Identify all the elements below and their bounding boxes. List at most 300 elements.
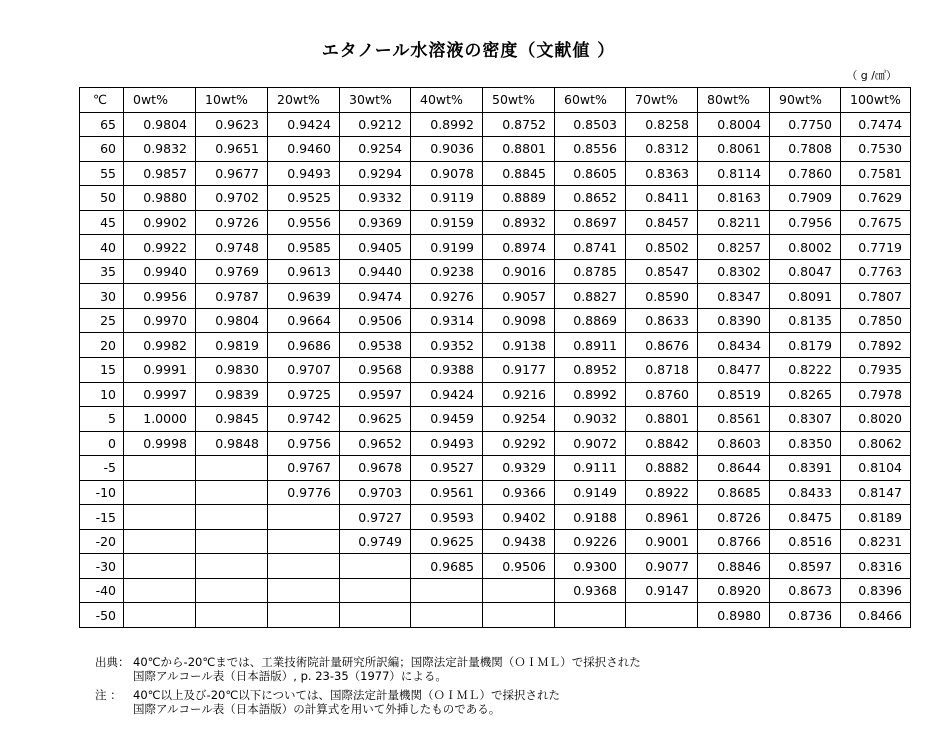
density-cell: 0.9001 bbox=[626, 529, 698, 554]
density-cell bbox=[340, 578, 411, 603]
concentration-column-header: 100wt% bbox=[841, 88, 911, 113]
density-cell: 0.9585 bbox=[268, 235, 340, 260]
density-cell: 0.9998 bbox=[124, 431, 196, 456]
density-cell: 0.8842 bbox=[626, 431, 698, 456]
density-cell: 0.8475 bbox=[770, 505, 841, 530]
density-cell: 0.9832 bbox=[124, 137, 196, 162]
table-row bbox=[80, 137, 911, 162]
density-cell: 0.9119 bbox=[411, 186, 483, 211]
density-cell: 0.9459 bbox=[411, 407, 483, 432]
density-cell: 0.9804 bbox=[124, 112, 196, 137]
density-cell: 0.7860 bbox=[770, 161, 841, 186]
density-cell bbox=[196, 529, 268, 554]
density-cell bbox=[196, 603, 268, 628]
density-cell: 0.8147 bbox=[841, 480, 911, 505]
density-cell: 0.9625 bbox=[340, 407, 411, 432]
note-line: 国際アルコール表（日本語版）, p. 23-35（1977）による。 bbox=[133, 669, 447, 683]
density-cell: 0.8561 bbox=[698, 407, 770, 432]
note-line: 国際アルコール表（日本語版）の計算式を用いて外挿したものである。 bbox=[133, 702, 501, 716]
note-label: 出典： bbox=[95, 655, 130, 669]
density-cell: 0.9016 bbox=[483, 259, 555, 284]
density-cell: 0.8257 bbox=[698, 235, 770, 260]
density-cell: 0.9756 bbox=[268, 431, 340, 456]
temperature-cell: 10 bbox=[80, 382, 124, 407]
density-cell: 0.8363 bbox=[626, 161, 698, 186]
density-cell: 0.9625 bbox=[411, 529, 483, 554]
density-cell: 0.7956 bbox=[770, 210, 841, 235]
density-cell: 0.9072 bbox=[555, 431, 626, 456]
density-cell: 0.8189 bbox=[841, 505, 911, 530]
density-cell: 0.9707 bbox=[268, 358, 340, 383]
page-title: エタノール水溶液の密度（文献値 ） bbox=[321, 41, 616, 61]
density-cell: 0.9424 bbox=[411, 382, 483, 407]
temperature-cell: -40 bbox=[80, 578, 124, 603]
temp-column-header: ℃ bbox=[80, 88, 124, 113]
density-cell bbox=[124, 578, 196, 603]
density-cell: 0.8827 bbox=[555, 284, 626, 309]
temperature-cell: 30 bbox=[80, 284, 124, 309]
temperature-cell: 25 bbox=[80, 308, 124, 333]
density-cell: 0.8020 bbox=[841, 407, 911, 432]
note-line: 40℃から-20℃までは、工業技術院計量研究所訳編；国際法定計量機関（ＯＩＭＬ）で採択された bbox=[133, 655, 641, 669]
density-cell bbox=[411, 578, 483, 603]
density-cell: 0.9613 bbox=[268, 259, 340, 284]
density-cell: 0.9819 bbox=[196, 333, 268, 358]
table-row bbox=[80, 358, 911, 383]
density-cell: 0.9678 bbox=[340, 456, 411, 481]
density-cell bbox=[483, 578, 555, 603]
density-cell: 0.8673 bbox=[770, 578, 841, 603]
table-row bbox=[80, 578, 911, 603]
density-cell: 0.9226 bbox=[555, 529, 626, 554]
density-cell: 0.8316 bbox=[841, 554, 911, 579]
density-cell: 0.8961 bbox=[626, 505, 698, 530]
density-cell: 0.9748 bbox=[196, 235, 268, 260]
density-cell: 0.9460 bbox=[268, 137, 340, 162]
density-cell: 0.8726 bbox=[698, 505, 770, 530]
density-cell: 0.7807 bbox=[841, 284, 911, 309]
density-cell: 0.8676 bbox=[626, 333, 698, 358]
density-cell: 0.9769 bbox=[196, 259, 268, 284]
density-cell: 0.9078 bbox=[411, 161, 483, 186]
density-cell: 0.9686 bbox=[268, 333, 340, 358]
density-cell: 0.9639 bbox=[268, 284, 340, 309]
density-cell: 0.8846 bbox=[698, 554, 770, 579]
density-cell: 0.8062 bbox=[841, 431, 911, 456]
density-cell: 0.7581 bbox=[841, 161, 911, 186]
temperature-cell: 65 bbox=[80, 112, 124, 137]
density-cell: 0.9474 bbox=[340, 284, 411, 309]
density-table bbox=[79, 87, 911, 628]
density-cell: 0.9677 bbox=[196, 161, 268, 186]
temperature-cell: -10 bbox=[80, 480, 124, 505]
density-cell: 0.9329 bbox=[483, 456, 555, 481]
density-cell: 0.7850 bbox=[841, 308, 911, 333]
density-cell: 0.9685 bbox=[411, 554, 483, 579]
density-cell bbox=[196, 578, 268, 603]
table-row bbox=[80, 505, 911, 530]
density-cell bbox=[268, 505, 340, 530]
density-cell bbox=[340, 603, 411, 628]
density-cell bbox=[124, 480, 196, 505]
density-cell: 0.9332 bbox=[340, 186, 411, 211]
density-cell: 0.8785 bbox=[555, 259, 626, 284]
density-cell: 0.9940 bbox=[124, 259, 196, 284]
density-cell bbox=[268, 554, 340, 579]
density-cell: 0.9366 bbox=[483, 480, 555, 505]
temperature-cell: 45 bbox=[80, 210, 124, 235]
notes bbox=[95, 655, 641, 721]
density-cell: 0.9804 bbox=[196, 308, 268, 333]
density-cell bbox=[268, 578, 340, 603]
density-cell: 0.8307 bbox=[770, 407, 841, 432]
density-cell: 0.9982 bbox=[124, 333, 196, 358]
density-cell: 0.9276 bbox=[411, 284, 483, 309]
density-cell bbox=[196, 505, 268, 530]
table-row bbox=[80, 333, 911, 358]
table-row bbox=[80, 259, 911, 284]
density-cell: 0.9352 bbox=[411, 333, 483, 358]
density-cell: 0.8502 bbox=[626, 235, 698, 260]
note-text bbox=[133, 688, 560, 716]
density-cell: 0.9848 bbox=[196, 431, 268, 456]
density-cell: 0.9199 bbox=[411, 235, 483, 260]
density-cell: 0.9839 bbox=[196, 382, 268, 407]
concentration-column-header: 40wt% bbox=[411, 88, 483, 113]
density-cell: 0.9997 bbox=[124, 382, 196, 407]
density-cell: 0.9216 bbox=[483, 382, 555, 407]
density-cell: 0.8697 bbox=[555, 210, 626, 235]
temperature-cell: -15 bbox=[80, 505, 124, 530]
density-cell: 0.8179 bbox=[770, 333, 841, 358]
density-cell bbox=[124, 603, 196, 628]
density-cell: 0.8312 bbox=[626, 137, 698, 162]
density-cell: 0.8980 bbox=[698, 603, 770, 628]
density-cell: 0.8091 bbox=[770, 284, 841, 309]
density-cell: 0.9098 bbox=[483, 308, 555, 333]
concentration-column-header: 90wt% bbox=[770, 88, 841, 113]
table-row bbox=[80, 456, 911, 481]
density-cell: 0.8004 bbox=[698, 112, 770, 137]
concentration-column-header: 30wt% bbox=[340, 88, 411, 113]
density-cell: 0.9402 bbox=[483, 505, 555, 530]
density-cell: 0.8350 bbox=[770, 431, 841, 456]
table-row bbox=[80, 112, 911, 137]
density-cell: 0.7719 bbox=[841, 235, 911, 260]
density-cell: 0.9956 bbox=[124, 284, 196, 309]
density-cell: 0.8396 bbox=[841, 578, 911, 603]
density-cell: 0.8302 bbox=[698, 259, 770, 284]
density-cell: 0.8992 bbox=[555, 382, 626, 407]
density-cell: 0.9188 bbox=[555, 505, 626, 530]
density-cell: 0.8503 bbox=[555, 112, 626, 137]
density-cell: 0.9749 bbox=[340, 529, 411, 554]
density-cell: 0.9593 bbox=[411, 505, 483, 530]
temperature-cell: 60 bbox=[80, 137, 124, 162]
table-body bbox=[80, 112, 911, 627]
density-cell: 0.9623 bbox=[196, 112, 268, 137]
table-row bbox=[80, 407, 911, 432]
table-row bbox=[80, 161, 911, 186]
density-cell: 0.8766 bbox=[698, 529, 770, 554]
density-cell: 0.8466 bbox=[841, 603, 911, 628]
density-cell: 0.8652 bbox=[555, 186, 626, 211]
density-cell: 0.8603 bbox=[698, 431, 770, 456]
density-cell: 0.7892 bbox=[841, 333, 911, 358]
density-cell: 0.9902 bbox=[124, 210, 196, 235]
source-note bbox=[95, 655, 641, 683]
temperature-cell: 5 bbox=[80, 407, 124, 432]
density-cell: 0.8211 bbox=[698, 210, 770, 235]
temperature-cell: 40 bbox=[80, 235, 124, 260]
density-cell: 0.8889 bbox=[483, 186, 555, 211]
density-cell: 0.9726 bbox=[196, 210, 268, 235]
density-cell bbox=[626, 603, 698, 628]
density-cell: 0.9036 bbox=[411, 137, 483, 162]
density-cell: 0.8047 bbox=[770, 259, 841, 284]
density-cell: 0.9776 bbox=[268, 480, 340, 505]
density-cell bbox=[483, 603, 555, 628]
density-cell: 0.8433 bbox=[770, 480, 841, 505]
density-cell: 0.8390 bbox=[698, 308, 770, 333]
density-cell: 0.7474 bbox=[841, 112, 911, 137]
density-cell: 0.9057 bbox=[483, 284, 555, 309]
density-cell: 0.9438 bbox=[483, 529, 555, 554]
temperature-cell: 50 bbox=[80, 186, 124, 211]
density-cell: 0.9238 bbox=[411, 259, 483, 284]
density-cell bbox=[196, 480, 268, 505]
density-cell: 0.9597 bbox=[340, 382, 411, 407]
table-row bbox=[80, 603, 911, 628]
temperature-cell: 20 bbox=[80, 333, 124, 358]
table-row bbox=[80, 554, 911, 579]
density-cell: 0.7629 bbox=[841, 186, 911, 211]
density-cell: 0.9652 bbox=[340, 431, 411, 456]
density-cell: 0.9857 bbox=[124, 161, 196, 186]
density-cell: 0.8992 bbox=[411, 112, 483, 137]
density-cell: 0.9212 bbox=[340, 112, 411, 137]
density-cell: 0.9922 bbox=[124, 235, 196, 260]
table-header-row bbox=[80, 88, 911, 113]
density-cell: 0.9159 bbox=[411, 210, 483, 235]
density-cell: 0.8061 bbox=[698, 137, 770, 162]
density-cell: 0.9568 bbox=[340, 358, 411, 383]
density-cell: 0.9727 bbox=[340, 505, 411, 530]
density-cell: 0.9147 bbox=[626, 578, 698, 603]
density-cell: 0.8801 bbox=[483, 137, 555, 162]
density-cell: 0.9254 bbox=[483, 407, 555, 432]
density-cell: 0.8002 bbox=[770, 235, 841, 260]
note-label: 注 ： bbox=[95, 688, 122, 702]
density-cell: 0.9506 bbox=[340, 308, 411, 333]
density-cell: 0.8104 bbox=[841, 456, 911, 481]
density-cell: 0.9830 bbox=[196, 358, 268, 383]
density-cell bbox=[124, 529, 196, 554]
density-cell: 0.9880 bbox=[124, 186, 196, 211]
density-cell: 0.8457 bbox=[626, 210, 698, 235]
density-cell: 0.8391 bbox=[770, 456, 841, 481]
density-cell: 0.9177 bbox=[483, 358, 555, 383]
concentration-column-header: 20wt% bbox=[268, 88, 340, 113]
density-cell bbox=[196, 554, 268, 579]
density-cell bbox=[196, 456, 268, 481]
note-text bbox=[133, 655, 641, 683]
density-cell: 0.8920 bbox=[698, 578, 770, 603]
density-cell: 0.7763 bbox=[841, 259, 911, 284]
density-cell: 0.9702 bbox=[196, 186, 268, 211]
table-row bbox=[80, 235, 911, 260]
density-cell: 0.7750 bbox=[770, 112, 841, 137]
density-cell: 0.9493 bbox=[268, 161, 340, 186]
density-cell: 0.9767 bbox=[268, 456, 340, 481]
density-cell: 0.8258 bbox=[626, 112, 698, 137]
density-cell: 0.9506 bbox=[483, 554, 555, 579]
concentration-column-header: 80wt% bbox=[698, 88, 770, 113]
density-cell: 0.9991 bbox=[124, 358, 196, 383]
density-cell: 0.9368 bbox=[555, 578, 626, 603]
density-cell: 0.9405 bbox=[340, 235, 411, 260]
density-cell: 0.9254 bbox=[340, 137, 411, 162]
density-cell: 0.8685 bbox=[698, 480, 770, 505]
density-cell: 0.8231 bbox=[841, 529, 911, 554]
density-cell: 0.9149 bbox=[555, 480, 626, 505]
density-cell: 0.8135 bbox=[770, 308, 841, 333]
density-cell: 0.8741 bbox=[555, 235, 626, 260]
density-cell: 0.8932 bbox=[483, 210, 555, 235]
concentration-column-header: 60wt% bbox=[555, 88, 626, 113]
density-cell: 0.9440 bbox=[340, 259, 411, 284]
table-row bbox=[80, 431, 911, 456]
density-cell: 0.8736 bbox=[770, 603, 841, 628]
density-cell: 0.8869 bbox=[555, 308, 626, 333]
density-cell: 0.8633 bbox=[626, 308, 698, 333]
density-cell: 0.7675 bbox=[841, 210, 911, 235]
density-cell: 0.9845 bbox=[196, 407, 268, 432]
density-cell: 0.9388 bbox=[411, 358, 483, 383]
density-cell: 0.7978 bbox=[841, 382, 911, 407]
density-cell: 0.8922 bbox=[626, 480, 698, 505]
density-cell: 0.8556 bbox=[555, 137, 626, 162]
temperature-cell: 15 bbox=[80, 358, 124, 383]
table-row bbox=[80, 382, 911, 407]
density-cell: 0.8547 bbox=[626, 259, 698, 284]
temperature-cell: 35 bbox=[80, 259, 124, 284]
density-cell: 0.8882 bbox=[626, 456, 698, 481]
density-cell: 0.9527 bbox=[411, 456, 483, 481]
density-cell: 0.9111 bbox=[555, 456, 626, 481]
density-cell: 0.8411 bbox=[626, 186, 698, 211]
density-cell: 0.7530 bbox=[841, 137, 911, 162]
density-cell: 0.8222 bbox=[770, 358, 841, 383]
temperature-cell: -30 bbox=[80, 554, 124, 579]
density-cell: 0.8974 bbox=[483, 235, 555, 260]
temperature-cell: -5 bbox=[80, 456, 124, 481]
density-cell: 0.8590 bbox=[626, 284, 698, 309]
density-cell: 0.9032 bbox=[555, 407, 626, 432]
density-cell: 0.8597 bbox=[770, 554, 841, 579]
density-cell: 0.9138 bbox=[483, 333, 555, 358]
density-cell: 0.9742 bbox=[268, 407, 340, 432]
density-cell: 0.9703 bbox=[340, 480, 411, 505]
density-cell: 0.9077 bbox=[626, 554, 698, 579]
concentration-column-header: 10wt% bbox=[196, 88, 268, 113]
density-cell: 0.7808 bbox=[770, 137, 841, 162]
density-cell: 0.7909 bbox=[770, 186, 841, 211]
concentration-column-header: 70wt% bbox=[626, 88, 698, 113]
density-cell bbox=[124, 505, 196, 530]
footnote bbox=[95, 688, 641, 716]
table-row bbox=[80, 210, 911, 235]
density-cell: 0.8911 bbox=[555, 333, 626, 358]
density-cell: 0.8163 bbox=[698, 186, 770, 211]
table-row bbox=[80, 480, 911, 505]
density-cell: 0.8434 bbox=[698, 333, 770, 358]
density-cell: 0.9525 bbox=[268, 186, 340, 211]
density-cell: 0.8519 bbox=[698, 382, 770, 407]
density-cell: 0.8477 bbox=[698, 358, 770, 383]
concentration-column-header: 50wt% bbox=[483, 88, 555, 113]
density-cell: 0.9314 bbox=[411, 308, 483, 333]
density-cell: 0.9294 bbox=[340, 161, 411, 186]
density-cell bbox=[124, 456, 196, 481]
density-cell: 0.8265 bbox=[770, 382, 841, 407]
table-row bbox=[80, 186, 911, 211]
density-cell: 0.8752 bbox=[483, 112, 555, 137]
density-cell: 0.8644 bbox=[698, 456, 770, 481]
table-row bbox=[80, 308, 911, 333]
density-cell: 0.9292 bbox=[483, 431, 555, 456]
density-cell: 0.9561 bbox=[411, 480, 483, 505]
density-cell: 0.9725 bbox=[268, 382, 340, 407]
density-cell: 0.8760 bbox=[626, 382, 698, 407]
density-cell: 0.9538 bbox=[340, 333, 411, 358]
density-cell: 0.9651 bbox=[196, 137, 268, 162]
density-cell bbox=[411, 603, 483, 628]
density-cell: 0.8845 bbox=[483, 161, 555, 186]
temperature-cell: 0 bbox=[80, 431, 124, 456]
density-cell: 1.0000 bbox=[124, 407, 196, 432]
density-cell bbox=[340, 554, 411, 579]
density-cell bbox=[268, 529, 340, 554]
density-cell: 0.9300 bbox=[555, 554, 626, 579]
table-row bbox=[80, 284, 911, 309]
density-cell bbox=[124, 554, 196, 579]
density-cell: 0.9556 bbox=[268, 210, 340, 235]
temperature-cell: -50 bbox=[80, 603, 124, 628]
density-cell: 0.9369 bbox=[340, 210, 411, 235]
table-row bbox=[80, 529, 911, 554]
note-line: 40℃以上及び-20℃以下については、国際法定計量機関（ＯＩＭＬ）で採択された bbox=[133, 688, 561, 702]
density-cell: 0.9493 bbox=[411, 431, 483, 456]
density-cell bbox=[555, 603, 626, 628]
density-cell: 0.8114 bbox=[698, 161, 770, 186]
unit-label: （ g /㎤） bbox=[846, 69, 897, 82]
density-cell: 0.7935 bbox=[841, 358, 911, 383]
density-cell: 0.8516 bbox=[770, 529, 841, 554]
temperature-cell: 55 bbox=[80, 161, 124, 186]
concentration-column-header: 0wt% bbox=[124, 88, 196, 113]
density-cell: 0.8347 bbox=[698, 284, 770, 309]
density-cell: 0.8801 bbox=[626, 407, 698, 432]
density-cell: 0.8952 bbox=[555, 358, 626, 383]
density-cell: 0.8605 bbox=[555, 161, 626, 186]
density-cell bbox=[268, 603, 340, 628]
density-cell: 0.9787 bbox=[196, 284, 268, 309]
density-cell: 0.9970 bbox=[124, 308, 196, 333]
temperature-cell: -20 bbox=[80, 529, 124, 554]
density-cell: 0.9664 bbox=[268, 308, 340, 333]
density-cell: 0.8718 bbox=[626, 358, 698, 383]
